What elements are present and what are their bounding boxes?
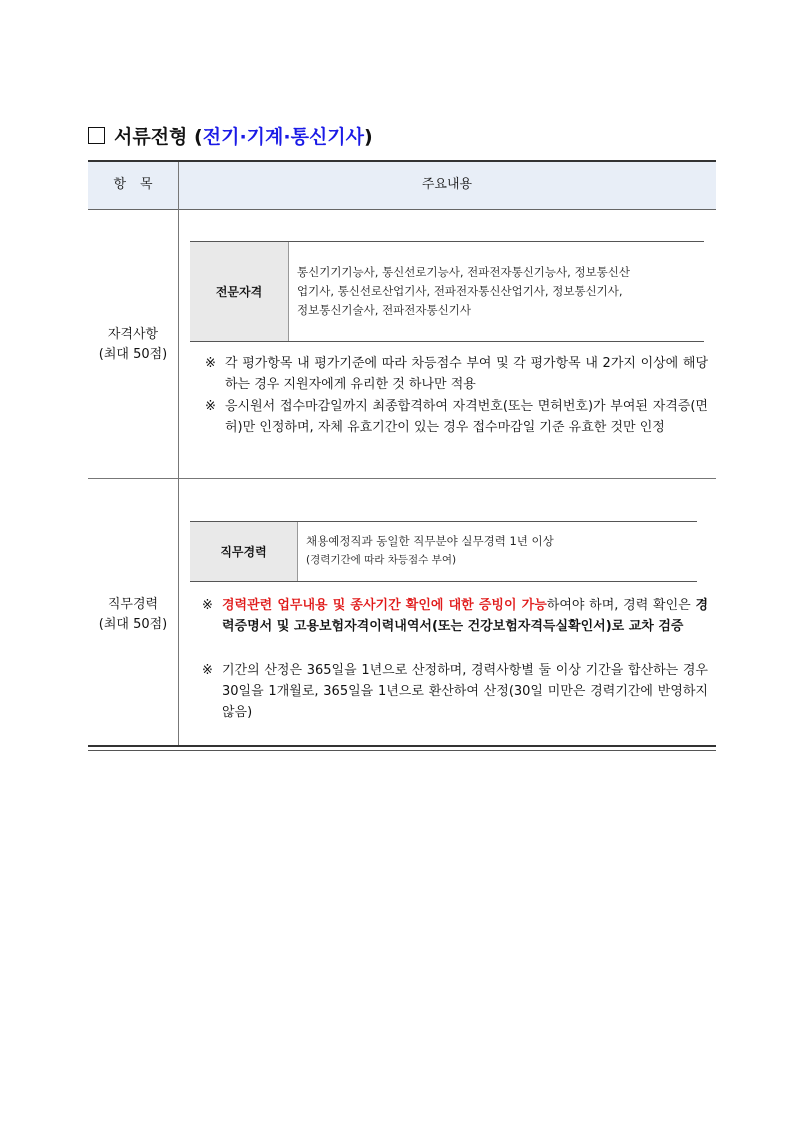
heading-paren-open: ( xyxy=(194,126,203,148)
row-label-max-score: (최대 50점) xyxy=(98,347,168,362)
reference-mark: ※ xyxy=(205,399,216,414)
requirement-text: 채용예정직과 동일한 직무분야 실무경력 1년 이상 xyxy=(306,534,554,548)
table-bottom-border xyxy=(88,745,716,747)
job-experience-requirement xyxy=(306,522,697,581)
qualification-list xyxy=(297,242,704,341)
note-text xyxy=(222,595,708,637)
qualification-list-line: 통신기기기능사, 통신선로기능사, 전파전자통신기능사, 정보통신산 xyxy=(297,265,630,279)
qualification-box xyxy=(190,241,704,342)
row-label-qualification xyxy=(88,325,178,365)
reference-mark: ※ xyxy=(202,663,213,678)
row-label-job-experience xyxy=(88,595,178,635)
table-column-divider xyxy=(178,162,179,747)
qualification-box-label: 전문자격 xyxy=(190,242,289,341)
heading-title: 서류전형 xyxy=(114,126,188,148)
checkbox-square-icon xyxy=(88,127,105,144)
row-label-title: 자격사항 xyxy=(107,327,159,342)
reference-mark: ※ xyxy=(205,356,216,371)
job-experience-box-label: 직무경력 xyxy=(190,522,298,581)
row-label-max-score: (최대 50점) xyxy=(98,617,168,632)
note-certificate-validity xyxy=(205,396,708,460)
note-proof-requirement xyxy=(202,595,708,659)
requirement-note: (경력기간에 따라 차등점수 부여) xyxy=(306,554,457,566)
qualification-list-line: 정보통신기술사, 전파전자통신기사 xyxy=(297,303,471,317)
header-item-column: 항목 xyxy=(113,177,167,192)
qualification-list-line: 업기사, 통신선로산업기사, 전파전자통신산업기사, 정보통신기사, xyxy=(297,284,623,298)
note-text: 각 평가항목 내 평가기준에 따라 차등점수 부여 및 각 평가항목 내 2가지 이상에 해당하는 경우 지원자에게 유리한 것 하나만 적용 xyxy=(225,356,708,392)
note-text: 응시원서 접수마감일까지 최종합격하여 자격번호(또는 면허번호)가 부여된 자격증(면허)만 인정하며, 자체 유효기간이 있는 경우 접수마감일 기준 유효한 것만 인정 xyxy=(225,399,708,435)
note-period-calculation xyxy=(202,660,708,724)
reference-mark: ※ xyxy=(202,598,213,613)
job-experience-box xyxy=(190,521,697,582)
note-scoring-rule xyxy=(205,353,708,397)
table-row-separator xyxy=(88,478,716,479)
emphasis-bold-text: 경력증명서 및 고용보험자격이력내역서(또는 건강보험자격득실확인서)로 교차 검증 xyxy=(222,598,708,634)
heading-subtitle: 전기·기계·통신기사 xyxy=(202,126,365,148)
note-text: 기간의 산정은 365일을 1년으로 산정하며, 경력사항별 둘 이상 기간을 합산하는 경우 30일을 1개월로, 365일을 1년으로 환산하여 산정(30일 미만은 경력기간에 반영하지 않음) xyxy=(222,663,708,720)
header-content-column: 주요내용 xyxy=(421,177,473,192)
heading-paren-close: ) xyxy=(364,126,373,148)
plain-text: 하여야 하며, 경력 확인은 xyxy=(546,598,696,613)
emphasis-red-text: 경력관련 업무내용 및 종사기간 확인에 대한 증빙이 가능 xyxy=(222,598,547,613)
section-heading xyxy=(88,124,373,150)
table-bottom-border-double xyxy=(88,750,716,751)
row-label-title: 직무경력 xyxy=(107,597,159,612)
